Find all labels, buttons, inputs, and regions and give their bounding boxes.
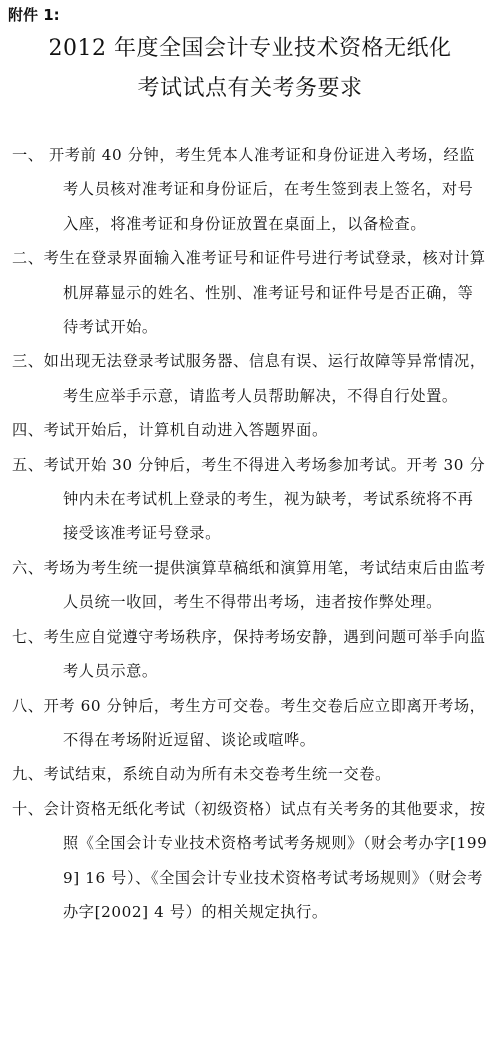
list-item (12, 413, 488, 447)
item-text: 考试结束，系统自动为所有未交卷考生统一交卷。 (43, 765, 391, 784)
list-item (12, 792, 488, 930)
item-text: 开考前 40 分钟，考生凭本人准考证和身份证进入考场，经监考人员核对准考证和身份证后，在考生签到表上签名，对号入座，将准考证和身份证放置在桌面上，以备检查。 (43, 146, 476, 233)
list-item (12, 344, 488, 413)
item-number: 十、 (12, 799, 44, 818)
item-text: 开考 60 分钟后，考生方可交卷。考生交卷后应立即离开考场，不得在考场附近逗留、谈论或喧哗。 (43, 696, 486, 749)
item-text: 会计资格无纸化考试（初级资格）试点有关考务的其他要求，按照《全国会计专业技术资格考试考务规则》（财会考办字[1999] 16 号）、《全国会计专业技术资格考试考场规则》（财会考办字[2002] 4 号）的相关规定执行。 (43, 799, 488, 921)
document-title-line-2: 考试试点有关考务要求 (137, 76, 363, 101)
item-text: 考生应自觉遵守考场秩序，保持考场安静，遇到问题可举手向监考人员示意。 (43, 627, 486, 681)
item-number: 二、 (12, 249, 44, 268)
item-number: 三、 (12, 352, 44, 371)
item-number: 五、 (12, 455, 44, 474)
item-text: 考试开始后，计算机自动进入答题界面。 (43, 421, 328, 440)
list-item (12, 241, 488, 344)
list-item (12, 757, 488, 791)
list-item (12, 551, 488, 620)
list-item (12, 689, 488, 758)
item-number: 四、 (12, 421, 44, 440)
item-number: 六、 (12, 558, 44, 577)
item-number: 八、 (12, 696, 44, 715)
attachment-label: 附件 1: (8, 6, 60, 24)
item-text: 如出现无法登录考试服务器、信息有误、运行故障等异常情况，考生应举手示意，请监考人员帮助解决，不得自行处置。 (43, 352, 486, 405)
item-text: 考场为考生统一提供演算草稿纸和演算用笔，考试结束后由监考人员统一收回，考生不得带出考场，违者按作弊处理。 (43, 558, 486, 612)
item-number: 九、 (12, 765, 44, 784)
list-item (12, 138, 488, 241)
item-number: 一、 (12, 146, 44, 164)
list-item (12, 620, 488, 689)
item-text: 考生在登录界面输入准考证号和证件号进行考试登录，核对计算机屏幕显示的姓名、性别、准考证号和证件号是否正确，等待考试开始。 (43, 249, 486, 337)
document-title-line-1: 2012 年度全国会计专业技术资格无纸化 (48, 36, 452, 61)
item-text: 考试开始 30 分钟后，考生不得进入考场参加考试。开考 30 分钟内未在考试机上登录的考生，视为缺考，考试系统将不再接受该准考证号登录。 (43, 455, 486, 543)
requirements-list (0, 138, 500, 929)
list-item (12, 448, 488, 551)
item-number: 七、 (12, 627, 44, 646)
